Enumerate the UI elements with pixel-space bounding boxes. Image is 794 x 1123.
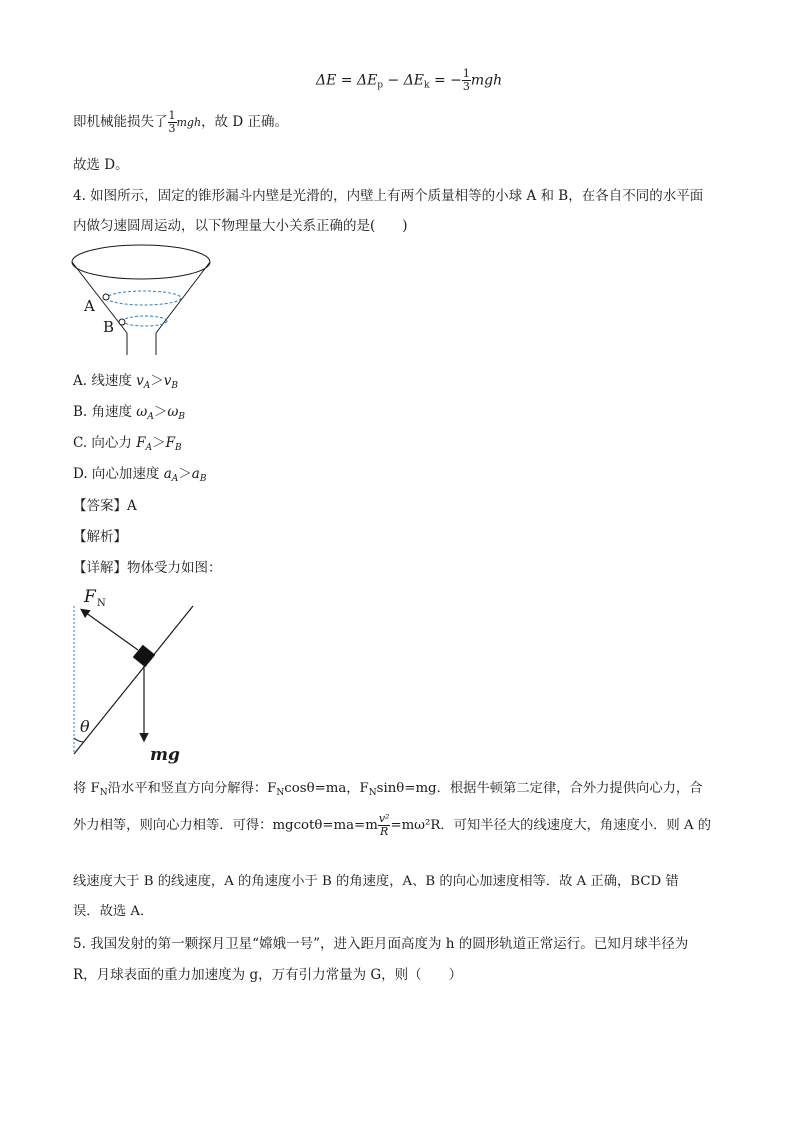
q4-stem-line1: 4. 如图所示，固定的锥形漏斗内壁是光滑的，内壁上有两个质量相等的小球 A 和 B，在各自不同的水平面 [73, 188, 704, 204]
analysis-heading: 【解析】 [73, 529, 127, 545]
q5-line1: 5. 我国发射的第一颗探月卫星“嫦娥一号”，进入距月面高度为 h 的圆形轨道正常运行。已知月球半径为 [73, 936, 689, 952]
ball-a [103, 294, 109, 300]
label-b: B [103, 318, 115, 336]
expl-fraction: $\frac{\text{v²}}{R}$ [378, 812, 390, 838]
answer-line: 【答案】A [73, 498, 137, 514]
expl-line3: 线速度大于 B 的线速度，A 的角速度小于 B 的角速度，A、B 的向心加速度相等．故 A 正确，BCD 错 [73, 874, 679, 889]
option-c[interactable]: C. 向心力 $F_A>F_B$ [73, 435, 182, 453]
energy-equation: $\Delta E = \Delta E_p - \Delta E_k$ = − $\frac{1}{3}$ mgh [316, 67, 503, 93]
mg-label: mg [150, 745, 180, 765]
expl-line1: 将 $F_N$沿水平和竖直方向分解得：$F_N\cos\theta=ma$，$F_N\sin\theta=mg$．根据牛顿第二定律，合外力提供向心力，合 [73, 781, 703, 798]
theta-label: θ [80, 717, 90, 736]
orbit-b [123, 316, 167, 326]
normal-force-arrow [82, 610, 138, 650]
label-a: A [84, 297, 95, 315]
orbit-a [107, 291, 181, 305]
ball-b [119, 319, 125, 325]
equation-fraction: $\frac{1}{3}$ [462, 67, 470, 93]
expl-line2: 外力相等，则向心力相等．可得：mgcotθ=ma=m $\frac{\text{v²}}{R}$ =mω²R．可知半径大的线速度大，角速度小．则 A 的 [73, 812, 712, 838]
q5-line2: R，月球表面的重力加速度为 g，万有引力常量为 G，则（ ） [73, 967, 463, 983]
force-diagram [66, 582, 206, 767]
fn-sub-label: N [97, 598, 106, 609]
detail-heading: 【详解】物体受力如图： [73, 560, 222, 576]
option-d[interactable]: D. 向心加速度 $a_A>a_B$ [73, 466, 207, 484]
incline-wall [74, 606, 193, 754]
option-b[interactable]: B. 角速度 $\omega_A>\omega_B$ [73, 404, 185, 422]
theta-arc [74, 738, 84, 742]
energy-loss-line: 即机械能损失了 $\frac{1}{3}$ mgh，故 D 正确。 [73, 109, 288, 135]
q3-choose-line: 故选 D。 [73, 157, 129, 173]
option-a[interactable]: A. 线速度 $v_A>v_B$ [73, 373, 179, 391]
funnel-right-wall [156, 262, 210, 333]
funnel-rim [72, 245, 210, 279]
loss-fraction: $\frac{1}{3}$ [168, 109, 176, 135]
fn-label: F [84, 587, 96, 607]
funnel-figure [70, 243, 215, 358]
expl-line4: 误．故选 A． [73, 904, 154, 919]
q4-stem-line2: 内做匀速圆周运动，以下物理量大小关系正确的是( ) [73, 218, 408, 234]
